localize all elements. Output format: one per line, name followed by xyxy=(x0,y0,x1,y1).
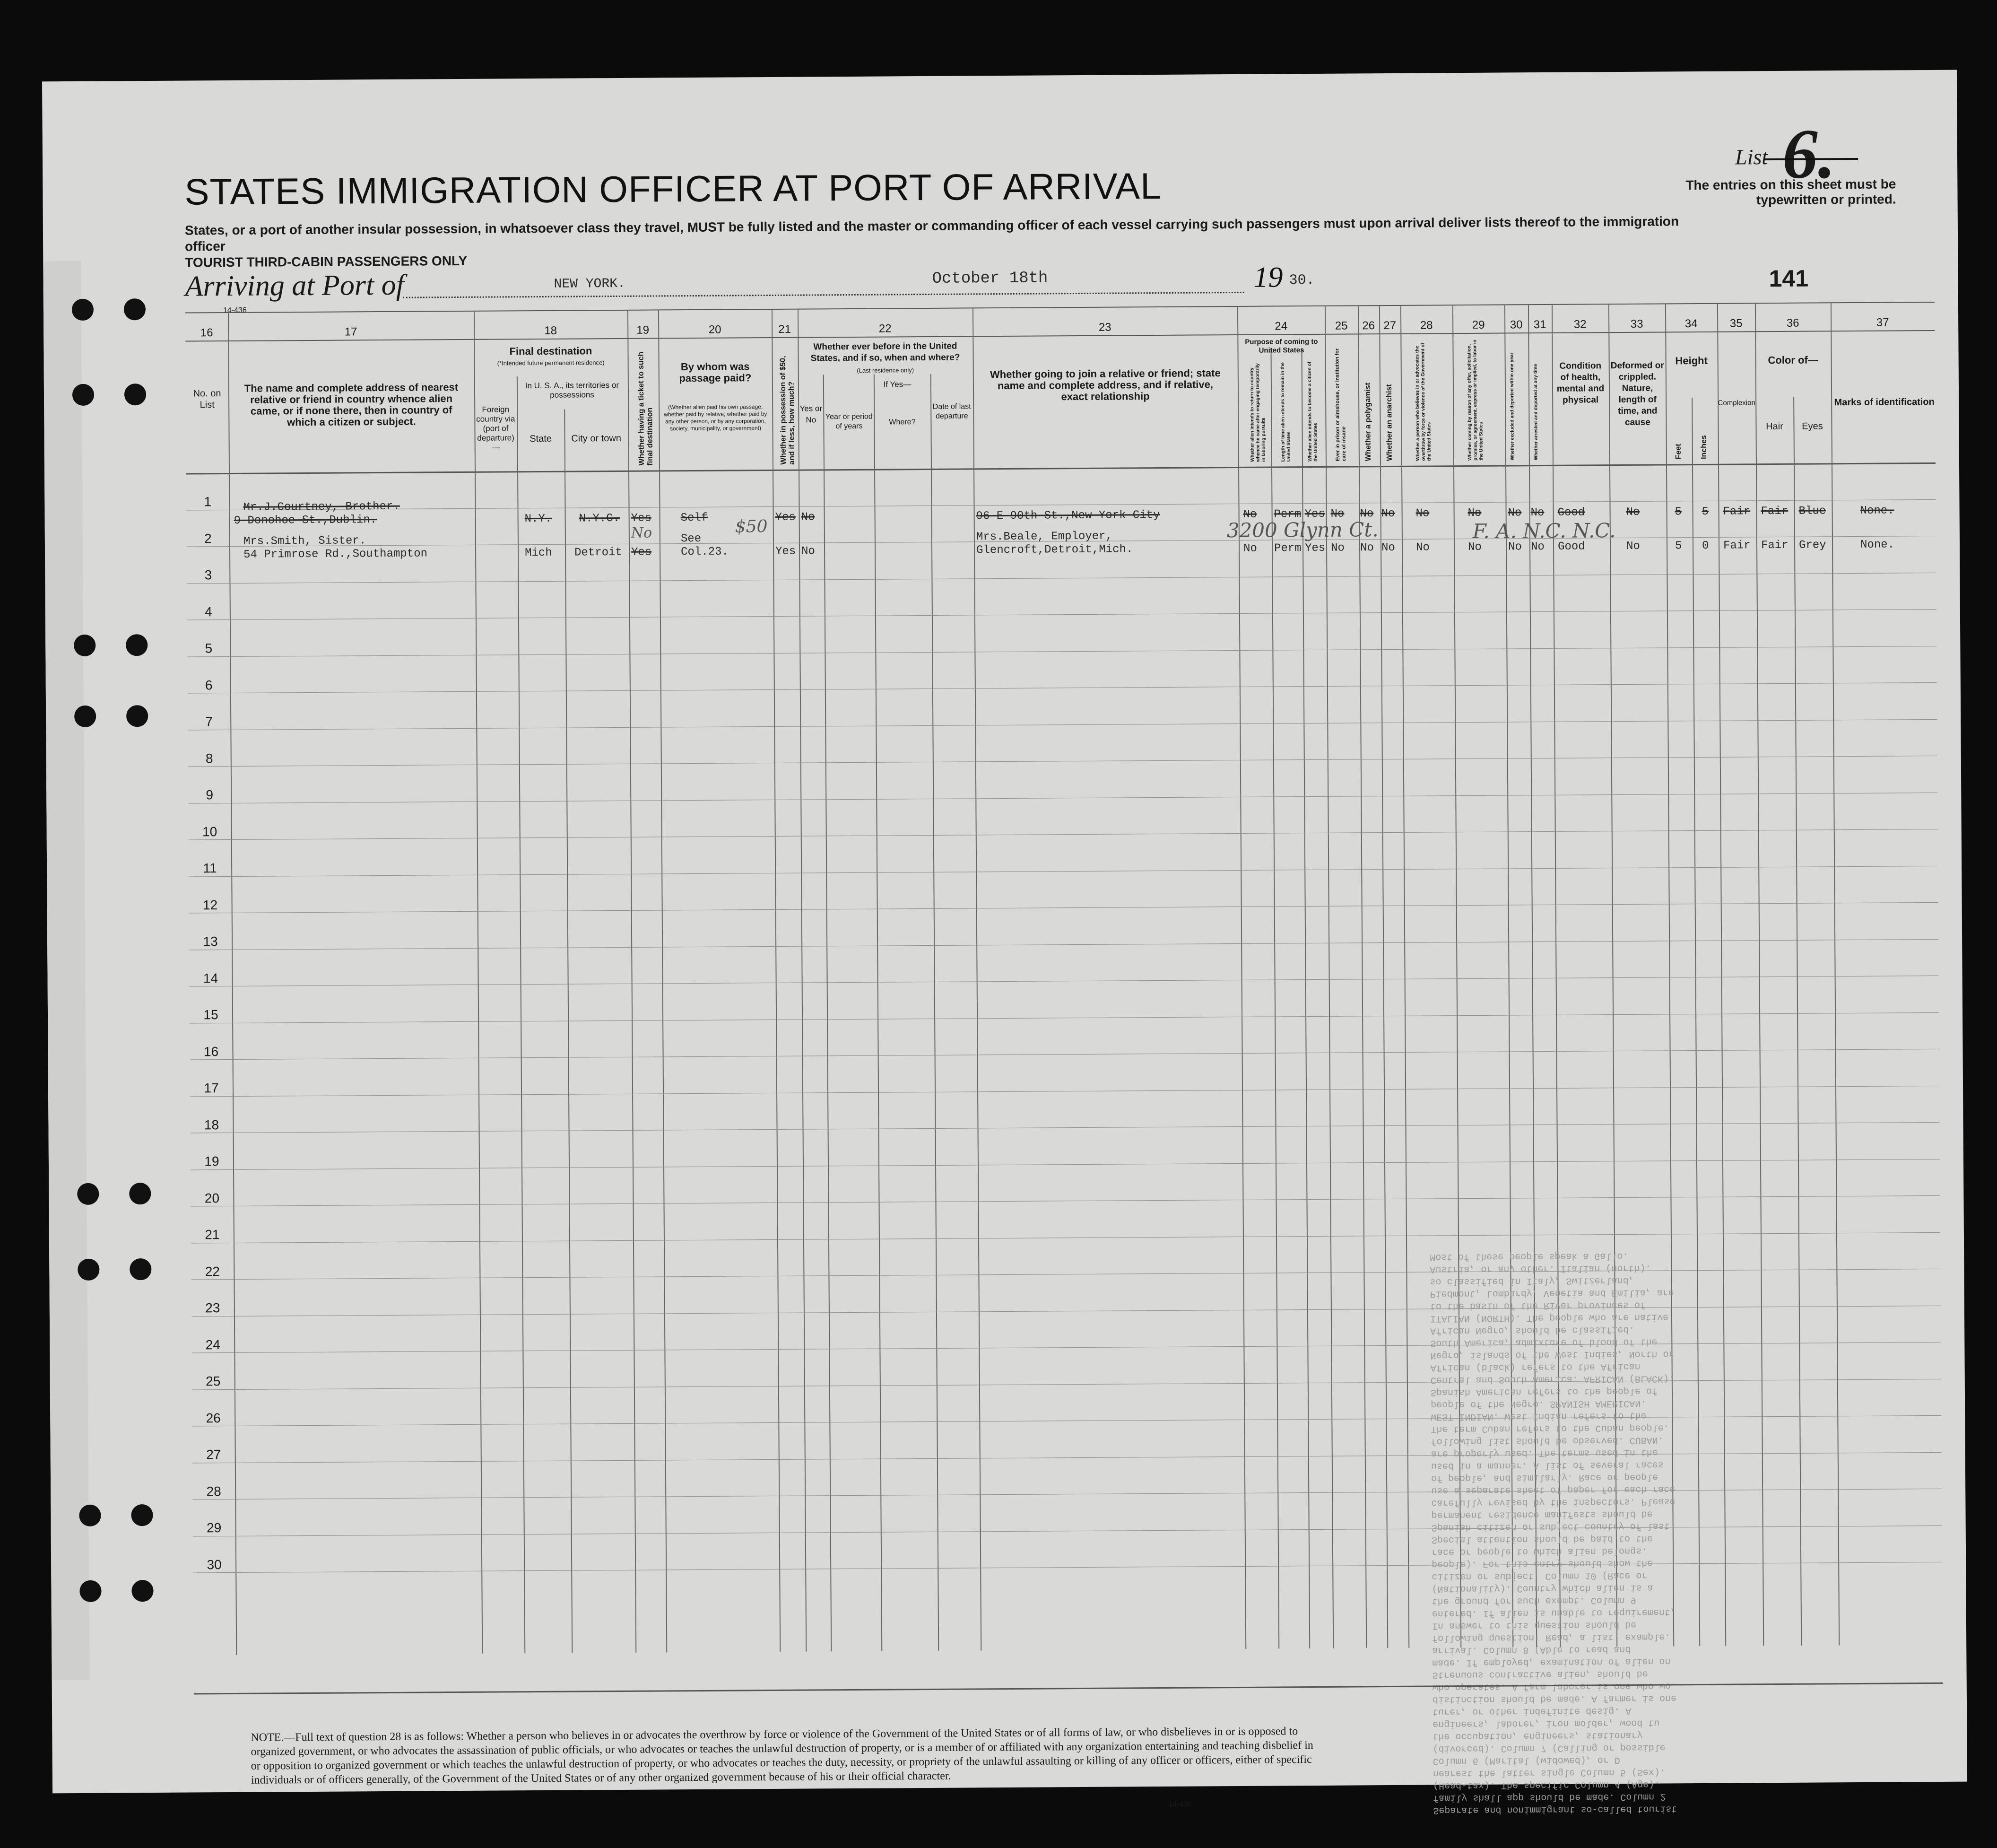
list-underline xyxy=(1763,158,1858,160)
hdr-state: State xyxy=(530,433,552,445)
col-divider xyxy=(1237,306,1246,1649)
binding-hole xyxy=(131,1504,153,1526)
row-number: 10 xyxy=(202,824,217,839)
row1-q28: No xyxy=(1415,507,1430,520)
hdr-height: Height xyxy=(1675,354,1708,367)
col-divider xyxy=(564,410,573,1653)
arriving-label: Arriving at Port of xyxy=(185,269,405,303)
hdr-in-usa: In U. S. A., its territories or possessions xyxy=(525,380,619,400)
col-divider xyxy=(1755,303,1764,1646)
hdr-if-yes: If Yes— xyxy=(883,380,912,389)
row-line xyxy=(187,645,1936,657)
sheet-number: 141 xyxy=(1769,265,1809,292)
row2-money: Yes xyxy=(775,545,796,558)
date-line xyxy=(913,292,1244,295)
binding-hole xyxy=(126,634,148,656)
row-line xyxy=(188,756,1937,767)
row2-state: Mich xyxy=(525,546,552,560)
col-divider xyxy=(930,374,939,1651)
row-number: 3 xyxy=(204,567,212,583)
hdr-q29: Whether coming by reason of any offer, solicitation, promise, or agreement, express or implied, to labor in the United States xyxy=(1467,340,1484,461)
row-number: 20 xyxy=(204,1190,220,1205)
colnum-29: 29 xyxy=(1472,318,1485,331)
hdr-polygamist: Whether a polygamist xyxy=(1363,382,1372,462)
hdr-date-last: Date of last departure xyxy=(932,402,971,420)
row-line xyxy=(191,1269,1940,1280)
table-top-rule xyxy=(185,302,1935,314)
form-code-bottom: 14-430 xyxy=(1168,1800,1192,1809)
hdr-purpose: Purpose of coming to United States xyxy=(1245,337,1318,355)
row1-ticket: Yes xyxy=(631,512,651,525)
fanc-note: F. A. N.C. N.C. xyxy=(1472,519,1616,543)
row-line xyxy=(193,1562,1942,1573)
col-divider xyxy=(1379,305,1388,1648)
hdr-deformed: Deformed or crippled. Nature, length of time, and cause xyxy=(1610,360,1664,427)
row-number: 18 xyxy=(204,1117,219,1132)
hdr-purpose-c: Whether alien intends to become a citizen of the United States xyxy=(1307,361,1319,462)
hdr-city: City or town xyxy=(571,433,621,444)
hdr-anarchist: Whether an anarchist xyxy=(1385,384,1394,462)
row-number: 7 xyxy=(205,714,213,729)
torn-left-edge xyxy=(43,261,89,1680)
row-line xyxy=(193,1525,1942,1536)
row-number: 9 xyxy=(206,787,214,802)
colnum-21: 21 xyxy=(778,323,791,336)
row-number: 16 xyxy=(203,1044,219,1059)
colnum-32: 32 xyxy=(1573,318,1587,331)
row-line xyxy=(187,499,1936,510)
row-number: 15 xyxy=(203,1007,218,1022)
hdr-passage-paid-note: (Whether alien paid his own passage, whether paid by relative, whether paid by any other person, or by any corporation, society, municipality, or government) xyxy=(664,403,767,432)
row2-q31: No xyxy=(1530,540,1545,554)
colnum-30: 30 xyxy=(1510,318,1523,331)
col-divider xyxy=(798,309,807,1652)
year-prefix: 19 xyxy=(1253,261,1283,294)
row1-condition: Good xyxy=(1557,506,1585,519)
colnum-25: 25 xyxy=(1335,319,1348,332)
row2-ever-before: No xyxy=(801,545,815,558)
row2-condition: Good xyxy=(1557,540,1585,553)
row2-prison: No xyxy=(1330,541,1345,555)
row-line xyxy=(191,1232,1940,1243)
row2-purpose-a: No xyxy=(1243,542,1257,555)
hdr-complexion: Complexion xyxy=(1718,399,1755,407)
row-line xyxy=(190,1085,1939,1097)
row-number: 21 xyxy=(205,1227,220,1242)
row2-city: Detroit xyxy=(574,546,622,559)
row-number: 13 xyxy=(203,934,218,949)
colnum-28: 28 xyxy=(1420,319,1433,332)
hdr-hair: Hair xyxy=(1766,421,1783,432)
colnum-19: 19 xyxy=(636,323,650,337)
binding-hole xyxy=(72,384,94,406)
money-amount-note: $50 xyxy=(735,517,768,537)
row1-inches: 5 xyxy=(1702,505,1709,518)
row1-feet: 5 xyxy=(1675,506,1682,519)
row-number: 14 xyxy=(203,970,218,985)
binding-hole xyxy=(77,1183,99,1205)
row2-purpose-c: Yes xyxy=(1304,541,1326,555)
colnum-16: 16 xyxy=(200,326,213,340)
col-divider xyxy=(1358,305,1367,1648)
row2-polygamist: No xyxy=(1360,541,1374,555)
hdr-relative-abroad: The name and complete address of nearest relative or friend in country whence alien came, or if none there, then in country of which a citizen or subject. xyxy=(244,381,459,428)
row-number: 25 xyxy=(206,1374,221,1389)
row-line xyxy=(187,572,1936,584)
binding-hole xyxy=(124,298,146,320)
colnum-26: 26 xyxy=(1362,319,1375,332)
row1-polygamist: No xyxy=(1360,507,1374,521)
row-line xyxy=(191,1122,1940,1133)
colnum-17: 17 xyxy=(344,325,357,339)
col-divider xyxy=(627,310,636,1653)
row-line xyxy=(191,1342,1941,1353)
row1-passage: Self xyxy=(680,511,708,525)
row1-deformed: No xyxy=(1626,506,1640,519)
hdr-color-of: Color of— xyxy=(1768,354,1818,366)
col-divider xyxy=(1400,305,1409,1648)
row2-eyes: Grey xyxy=(1798,539,1826,552)
row2-feet: 5 xyxy=(1675,540,1682,553)
hdr-inches: Inches xyxy=(1700,435,1708,459)
row-number: 23 xyxy=(205,1300,220,1316)
footnote-q28: NOTE.—Full text of question 28 is as follows: Whether a person who believes in or advocates the overthrow by force or violence of the Government of the United States or of all forms of law, or who disbelieves in or is opposed to organized government, or who advocates the assassination of public officials, or who advocates or teaches the unlawful destruction of property, or is a member of or affiliated with any organization entertaining and teaching disbelief in or opposition to organized government or which teaches the unlawful destruction of property, or who advocates or teaches the duty, necessity, or propriety of the unlawful assaulting or killing of any officer or officers, either of specific individuals or of officers generally, of the Government of the United States or of any other organized government because of his or their official character. xyxy=(251,1725,1313,1787)
row-line xyxy=(190,1012,1939,1023)
row-line xyxy=(189,902,1938,914)
row-number: 26 xyxy=(206,1410,221,1425)
row-number: 5 xyxy=(205,641,213,656)
row2-q28: No xyxy=(1415,541,1430,554)
col-divider xyxy=(474,311,483,1654)
row2-marks: None. xyxy=(1860,538,1895,551)
row1-purpose-b: Perm xyxy=(1274,508,1302,521)
hdr-q30: Whether excluded and deported within one year xyxy=(1509,352,1515,461)
row2-complexion: Fair xyxy=(1723,539,1751,552)
row-number: 4 xyxy=(204,604,212,619)
row-line xyxy=(192,1452,1942,1463)
year-suffix: 30. xyxy=(1289,272,1315,289)
col-divider xyxy=(1793,397,1802,1646)
row-line xyxy=(191,1159,1940,1170)
hdr-ticket: Whether having a ticket to such final destination xyxy=(637,351,654,466)
col-divider xyxy=(1325,305,1334,1648)
hdr-marks: Marks of identification xyxy=(1834,396,1935,408)
row-line xyxy=(192,1415,1941,1427)
row-line xyxy=(192,1378,1941,1390)
row1-relative-line1: Mr.J.Courtney, Brother. xyxy=(243,500,400,514)
row-line xyxy=(191,1305,1941,1316)
col-divider xyxy=(1692,398,1700,1646)
row-number: 11 xyxy=(203,861,217,876)
row2-hair: Fair xyxy=(1761,539,1789,552)
row-line xyxy=(190,1049,1939,1060)
row-line xyxy=(189,865,1938,877)
hdr-possession-50: Whether in possession of $50, and if less, how much? xyxy=(779,356,796,465)
colnum-31: 31 xyxy=(1533,318,1546,331)
binding-hole xyxy=(130,1258,151,1280)
row2-joining-line2: Glencroft,Detroit,Mich. xyxy=(976,543,1133,557)
row2-q29: No xyxy=(1467,540,1482,554)
hdr-yes-or-no: Yes or No xyxy=(799,404,823,425)
row1-q30: No xyxy=(1508,506,1522,520)
row1-q29: No xyxy=(1467,506,1482,520)
row2-anarchist: No xyxy=(1381,541,1395,555)
col-divider xyxy=(972,307,981,1650)
hdr-final-destination-note: (*Intended future permanent residence) xyxy=(497,359,605,367)
colnum-18: 18 xyxy=(544,324,557,337)
row-number: 2 xyxy=(204,531,212,546)
row-number: 29 xyxy=(206,1520,222,1535)
row2-q30: No xyxy=(1508,540,1522,554)
binding-hole xyxy=(124,384,146,405)
header-bottom-rule xyxy=(186,462,1936,475)
row-line xyxy=(188,682,1937,694)
row1-hair: Fair xyxy=(1761,505,1789,518)
binding-hole xyxy=(78,1259,99,1281)
row-line xyxy=(188,792,1937,803)
colnum-35: 35 xyxy=(1729,317,1743,330)
col-divider xyxy=(658,309,667,1652)
row-line xyxy=(191,1195,1940,1207)
hdr-foreign-country: Foreign country via (port of departure)— xyxy=(476,405,515,452)
table-bottom-rule xyxy=(194,1682,1943,1695)
instructions xyxy=(185,213,1698,271)
colnum-36: 36 xyxy=(1786,316,1799,330)
col-divider xyxy=(772,309,781,1652)
hdr-feet: Feet xyxy=(1674,444,1683,460)
form-code-top: 14-436 xyxy=(223,306,247,315)
hdr-q31: Whether arrested and deported at any time xyxy=(1533,364,1539,461)
port-line xyxy=(403,294,932,298)
row-line xyxy=(190,976,1939,987)
row2-joining-line1: Mrs.Beale, Employer, xyxy=(976,530,1113,544)
row1-state: N.Y. xyxy=(524,512,552,526)
row-number: 6 xyxy=(205,677,213,692)
row1-eyes: Blue xyxy=(1798,505,1826,518)
list-label: List xyxy=(1735,145,1768,169)
binding-hole xyxy=(74,706,96,727)
hdr-year-period: Year or period of years xyxy=(825,412,873,431)
instructions-line-1: States, or a port of another insular possession, in whatsoever class they travel, MUST be fully listed and the master or commanding officer of each vessel carrying such passengers must upon arrival deliver lists thereof to the immigration officer xyxy=(184,214,1679,254)
colnum-37: 37 xyxy=(1876,316,1889,329)
colnum-24: 24 xyxy=(1275,320,1288,333)
row-number: 22 xyxy=(205,1264,220,1279)
col-divider xyxy=(823,375,832,1651)
hdr-passage-paid: By whom was passage paid? xyxy=(679,360,752,384)
colnum-33: 33 xyxy=(1630,317,1643,331)
row-line xyxy=(189,939,1938,950)
row1-ever-before: No xyxy=(801,511,815,524)
colnum-34: 34 xyxy=(1684,317,1698,331)
colnum-22: 22 xyxy=(878,322,892,335)
date-value: October 18th xyxy=(932,269,1048,288)
row-line xyxy=(192,1489,1942,1500)
binding-hole xyxy=(72,299,94,321)
hdr-condition: Condition of health, mental and physical xyxy=(1556,361,1605,405)
hdr-final-destination: Final destination xyxy=(509,345,592,357)
hdr-prison: Ever in prison or almshouse, or institution for care of insane xyxy=(1334,348,1347,462)
hdr-q28: Whether a person who believes in or advocates the overthrow by force or violence of the Government of the United States xyxy=(1415,343,1432,461)
row1-purpose-c: Yes xyxy=(1304,507,1325,521)
port-value: NEW YORK. xyxy=(554,276,625,292)
binding-hole xyxy=(79,1505,101,1526)
row1-prison: No xyxy=(1330,507,1345,521)
row1-marks: None. xyxy=(1860,504,1894,517)
row-number: 28 xyxy=(206,1483,221,1499)
hdr-no-on-list: No. on List xyxy=(193,388,221,410)
colnum-23: 23 xyxy=(1098,321,1111,334)
row-number: 8 xyxy=(205,750,213,766)
row-number: 19 xyxy=(204,1154,219,1169)
row2-relative-line2: 54 Primrose Rd.,Southampton xyxy=(243,547,428,561)
row-number: 24 xyxy=(205,1337,220,1352)
col-divider xyxy=(1717,303,1726,1646)
row1-city: N.Y.C. xyxy=(579,512,620,525)
address-note: 3200 Glynn Ct. xyxy=(1226,518,1379,542)
row2-passage-line2: Col.23. xyxy=(681,545,729,559)
row-line xyxy=(187,609,1936,620)
col-divider xyxy=(874,375,882,1651)
row1-purpose-a: No xyxy=(1243,508,1257,521)
hdr-ever-before: Whether ever before in the United States, and if so, when and where? xyxy=(810,341,960,364)
row2-deformed: No xyxy=(1626,540,1640,553)
bleed-through-text: Separate and nonimmigrant so-called tourist family shall app should be made. Column 2 (Head-tax). The specific Column 4 (Age). nearest the latter single Column 5 (Sex). Column 6 (Marital (widowed), or D (divorced). Column 7 (Calling or possible the occupation, engineers, stationary engineers, laborer, iron molder, wood tu turer, or other indefinite desig. A distinction should be made. A farmer is one who operates. A farm laborer is one who wo. Strenuous contractive alien, should be made. If employed, examination of alien on arrival. Column 8 (Able to read and following question: Read, a list. example. In answer to this question should be entered. If alien is unable to requirement, the ground for such exempt. Column 9 (Nationality). Country which alien is a citizen or subject. Column 10 (Race or people). For this entry should show the race or people to which alien belongs. Special attention should be paid to the Spanish citizen or subject country of last permanent residence manifests should be carefully revised by the inspectors. Please use a separate sheet of paper for each race of people, and similarly. Race or people used in a manner. A list of several races are properly used. The terms used in the following list should be observed. CUBAN. The term Cuban refers to the Cuban people. WEST INDIAN. West Indian refers to the people of the Negro. SPANISH AMERICAN. Spanish American refers to the people of Central and South America. AFRICAN (BLACK). African (black) refers to the African Negro, islands of the West Indies, North or South America, admixture of blood of the African Negro, should be classified. ITALIAN (NORTH). The people who are native to the basin of the River provinces of Piedmont, Lombardy, Venetia and Emilia, are so classified in Italy, Switzerland, Austria, or any other. Italian (north). Most of these people speak a Gallo. xyxy=(1430,1250,1677,1816)
colnum-27: 27 xyxy=(1383,319,1397,332)
row1-money: Yes xyxy=(775,511,796,524)
page-title: STATES IMMIGRATION OFFICER AT PORT OF ARRIVAL xyxy=(184,165,1162,213)
binding-hole xyxy=(129,1183,151,1204)
row-number: 12 xyxy=(202,897,218,912)
ticket-no-note: No xyxy=(631,524,652,541)
row1-q31: No xyxy=(1530,506,1545,520)
row2-relative-line1: Mrs.Smith, Sister. xyxy=(243,534,366,548)
instructions-line-2: TOURIST THIRD-CABIN PASSENGERS ONLY xyxy=(185,253,468,270)
row-number: 30 xyxy=(207,1557,222,1572)
hdr-eyes: Eyes xyxy=(1802,421,1823,432)
hdr-where: Where? xyxy=(889,418,916,427)
row-number: 17 xyxy=(204,1081,219,1096)
hdr-ever-before-note: (Last residence only) xyxy=(857,366,914,374)
binding-hole xyxy=(79,1580,101,1602)
row1-complexion: Fair xyxy=(1723,505,1751,518)
row2-purpose-b: Perm xyxy=(1274,542,1302,555)
col-divider xyxy=(517,376,525,1653)
row2-inches: 0 xyxy=(1702,539,1709,552)
row-line xyxy=(189,829,1938,840)
hdr-purpose-a: Whether alien intends to return to country whence he came after engaging temporarily in laboring pursuits xyxy=(1249,363,1267,462)
col-divider xyxy=(1831,302,1840,1645)
row1-relative-line2: 9 Donohoe St.,Dublin. xyxy=(234,514,377,527)
typewritten-note: The entries on this sheet must be typewritten or printed. xyxy=(1685,176,1896,208)
colnum-20: 20 xyxy=(708,323,721,336)
binding-hole xyxy=(126,705,148,727)
list-number: 6. xyxy=(1782,114,1836,193)
row-line xyxy=(188,719,1937,730)
binding-hole xyxy=(74,635,96,656)
hdr-purpose-b: Length of time alien intends to remain in the United States xyxy=(1280,362,1292,462)
row-number: 27 xyxy=(206,1447,221,1462)
hdr-joining: Whether going to join a relative or friend; state name and complete address, and if relative, exact relationship xyxy=(990,367,1221,403)
manifest-sheet xyxy=(42,70,1967,1816)
row2-passage-line1: See xyxy=(680,532,702,546)
row-number: 1 xyxy=(204,494,212,509)
binding-hole xyxy=(131,1580,153,1602)
row1-joining: 96 E 90th St.,New York City xyxy=(976,508,1160,523)
row1-anarchist: No xyxy=(1381,507,1395,521)
row2-ticket: Yes xyxy=(631,546,652,559)
